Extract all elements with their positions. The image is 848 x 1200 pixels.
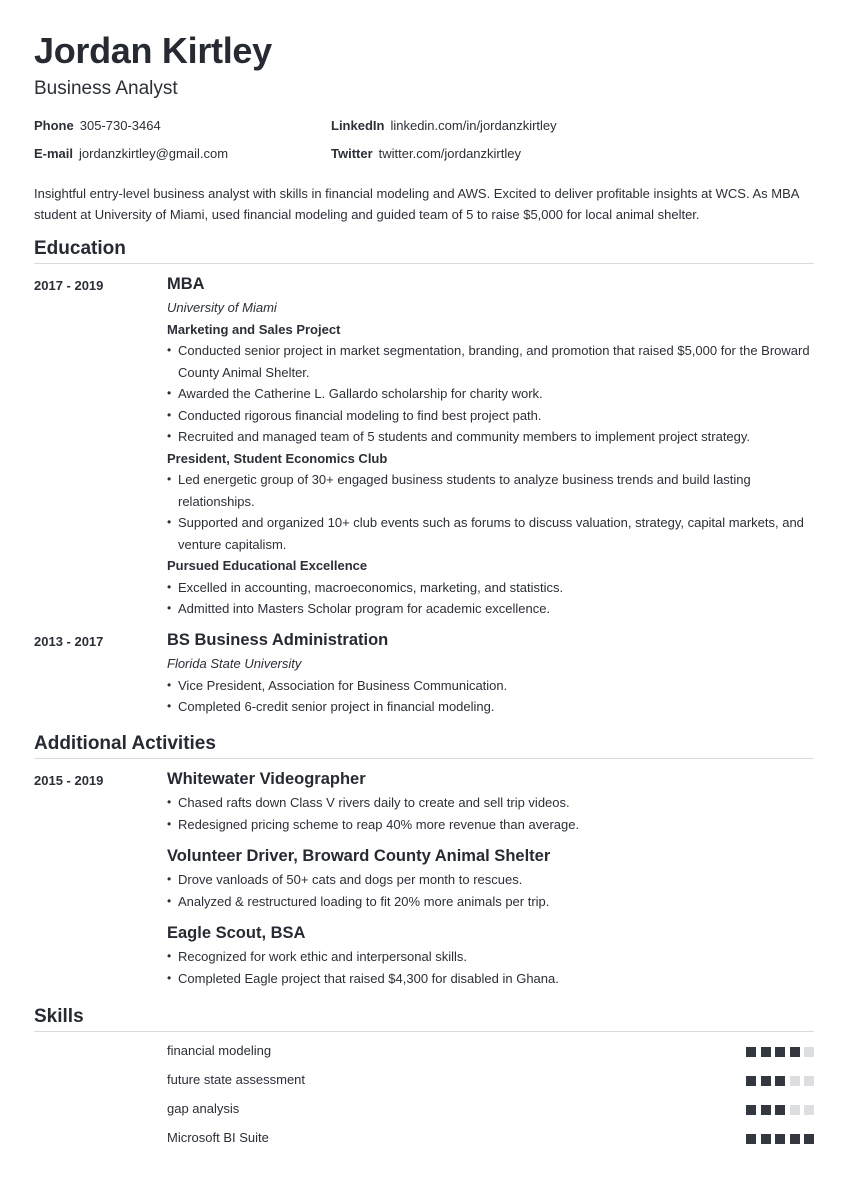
skill-dot-filled	[761, 1134, 771, 1144]
activity-title: Volunteer Driver, Broward County Animal Shelter	[167, 847, 551, 865]
skill-dot-filled	[775, 1047, 785, 1057]
bullet-list	[167, 869, 814, 912]
entry-content	[167, 275, 814, 620]
entry-dates: 2017 - 2019	[34, 278, 104, 293]
activities-divider	[34, 758, 814, 759]
skill-dot-filled	[775, 1076, 785, 1086]
twitter-value[interactable]: twitter.com/jordanzkirtley	[378, 146, 521, 161]
skill-dot-filled	[790, 1134, 800, 1144]
bullet-list	[167, 675, 814, 718]
skill-name: financial modeling	[167, 1043, 272, 1058]
bullet-item: • Completed Eagle project that raised $4,300 for disabled in Ghana.	[167, 968, 814, 990]
activity-title: Whitewater Videographer	[167, 770, 366, 788]
bullet-list	[167, 792, 814, 835]
skill-row	[167, 1041, 814, 1061]
phone-value: 305-730-3464	[79, 118, 161, 133]
entry-dates: 2013 - 2017	[34, 634, 104, 649]
linkedin-label: LinkedIn	[331, 118, 385, 133]
skill-level-meter	[742, 1076, 815, 1086]
skill-dot-empty	[804, 1076, 814, 1086]
bullet-item: • Redesigned pricing scheme to reap 40% more revenue than average.	[167, 814, 814, 836]
education-divider	[34, 263, 814, 264]
skill-dot-filled	[746, 1047, 756, 1057]
skill-dot-filled	[746, 1134, 756, 1144]
skill-row	[167, 1099, 814, 1119]
bullet-item: • Awarded the Catherine L. Gallardo scholarship for charity work.	[167, 383, 814, 405]
skill-name: Microsoft BI Suite	[167, 1130, 269, 1145]
bullet-item: • Conducted rigorous financial modeling to find best project path.	[167, 405, 814, 427]
skill-dot-empty	[804, 1105, 814, 1115]
bullet-item: • Chased rafts down Class V rivers daily to create and sell trip videos.	[167, 792, 814, 814]
linkedin-value[interactable]: linkedin.com/in/jordanzkirtley	[390, 118, 557, 133]
bullet-item: • Recruited and managed team of 5 students and community members to implement project strategy.	[167, 426, 814, 448]
skill-dot-filled	[790, 1047, 800, 1057]
bullet-list	[167, 946, 814, 989]
bullet-item: • Conducted senior project in market segmentation, branding, and promotion that raised $5,000 for the Broward County Animal Shelter.	[167, 340, 814, 383]
bullet-item: • Vice President, Association for Business Communication.	[167, 675, 814, 697]
contact-phone	[34, 118, 161, 133]
subhead: President, Student Economics Club	[167, 450, 388, 466]
bullet-item: • Led energetic group of 30+ engaged business students to analyze business trends and build lasting relationships.	[167, 469, 814, 512]
skill-level-meter	[742, 1105, 815, 1115]
skill-name: future state assessment	[167, 1072, 306, 1087]
skill-name: gap analysis	[167, 1101, 240, 1116]
skill-row	[167, 1128, 814, 1148]
school-name: Florida State University	[167, 656, 302, 671]
activities-heading: Additional Activities	[34, 733, 216, 754]
bullet-item: • Excelled in accounting, macroeconomics, marketing, and statistics.	[167, 577, 814, 599]
phone-label: Phone	[34, 118, 74, 133]
skill-dot-filled	[804, 1134, 814, 1144]
education-heading: Education	[34, 238, 126, 259]
email-value[interactable]: jordanzkirtley@gmail.com	[79, 146, 229, 161]
skill-dot-filled	[746, 1105, 756, 1115]
bullet-item: • Supported and organized 10+ club events such as forums to discuss valuation, strategy, capital markets, and venture capitalism.	[167, 512, 814, 555]
skills-divider	[34, 1031, 814, 1032]
bullet-list	[167, 577, 814, 620]
contact-linkedin	[331, 118, 557, 133]
bullet-list	[167, 340, 814, 448]
summary-paragraph: Insightful entry-level business analyst with skills in financial modeling and AWS. Excited to deliver profitable insights at WCS. As MBA student at University of Miami, used financial modeling and guided team of 5 to raise $5,000 for local animal shelter.	[34, 186, 799, 222]
bullet-list	[167, 469, 814, 555]
subhead: Marketing and Sales Project	[167, 321, 341, 337]
school-name: University of Miami	[167, 300, 277, 315]
bullet-item: • Completed 6-credit senior project in financial modeling.	[167, 696, 814, 718]
bullet-item: • Analyzed & restructured loading to fit 20% more animals per trip.	[167, 891, 814, 913]
twitter-label: Twitter	[331, 146, 373, 161]
activity-title: Eagle Scout, BSA	[167, 924, 306, 942]
skill-dot-empty	[790, 1105, 800, 1115]
candidate-title: Business Analyst	[34, 78, 178, 99]
degree-title: MBA	[167, 275, 205, 293]
candidate-name: Jordan Kirtley	[34, 30, 272, 71]
contact-twitter	[331, 146, 521, 161]
skill-level-meter	[742, 1134, 815, 1144]
skill-dot-filled	[761, 1047, 771, 1057]
skill-dot-filled	[761, 1076, 771, 1086]
skills-heading: Skills	[34, 1006, 84, 1027]
subhead: Pursued Educational Excellence	[167, 558, 368, 573]
degree-title: BS Business Administration	[167, 631, 389, 649]
skill-dot-filled	[775, 1134, 785, 1144]
email-label: E-mail	[34, 146, 74, 161]
skill-row	[167, 1070, 814, 1090]
entry-content	[167, 631, 814, 718]
skill-dot-filled	[761, 1105, 771, 1115]
contact-email	[34, 146, 228, 161]
entry-content	[167, 770, 814, 989]
entry-dates: 2015 - 2019	[34, 773, 104, 788]
bullet-item: • Admitted into Masters Scholar program for academic excellence.	[167, 598, 814, 620]
bullet-item: • Recognized for work ethic and interpersonal skills.	[167, 946, 814, 968]
skill-level-meter	[742, 1047, 815, 1057]
skill-dot-filled	[746, 1076, 756, 1086]
skill-dot-empty	[790, 1076, 800, 1086]
bullet-item: • Drove vanloads of 50+ cats and dogs per month to rescues.	[167, 869, 814, 891]
skill-dot-empty	[804, 1047, 814, 1057]
skill-dot-filled	[775, 1105, 785, 1115]
